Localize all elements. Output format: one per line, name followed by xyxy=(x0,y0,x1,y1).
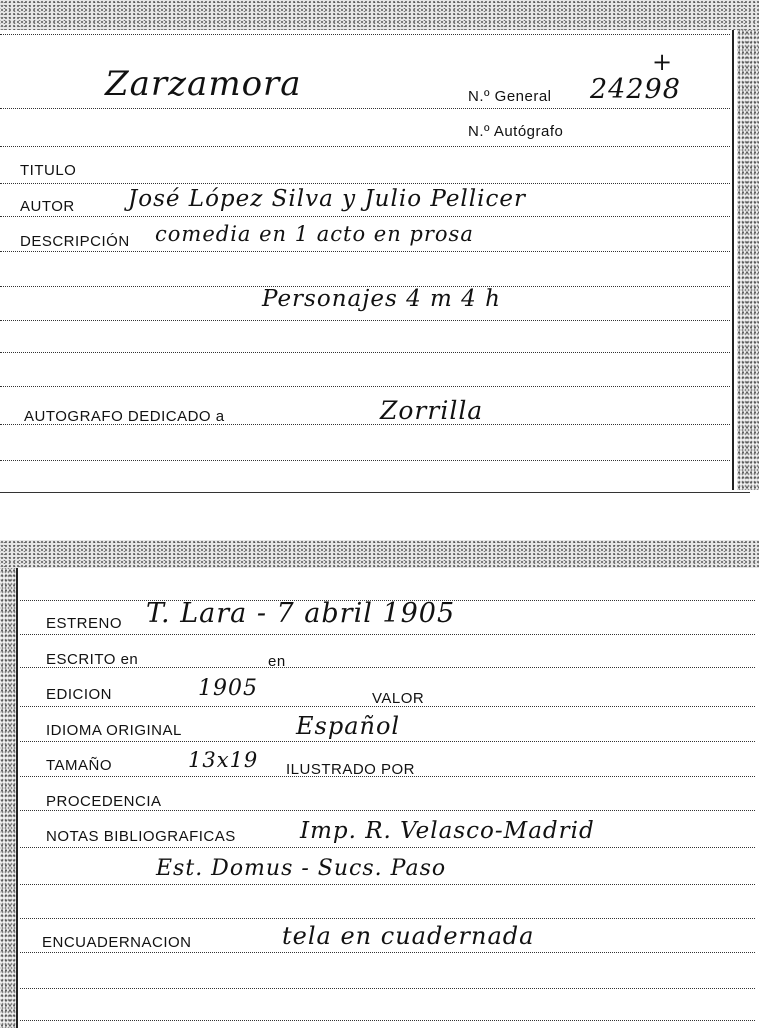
autograph-number-label: N.º Autógrafo xyxy=(468,123,564,140)
premiere-value: T. Lara - 7 abril 1905 xyxy=(146,598,456,629)
description-value: comedia en 1 acto en prosa xyxy=(155,222,474,246)
rule xyxy=(20,884,755,885)
general-number-value: 24298 xyxy=(590,74,681,105)
written-label: ESCRITO en xyxy=(46,651,139,668)
edition-value: 1905 xyxy=(198,676,258,701)
card-separator xyxy=(0,492,750,493)
provenance-label: PROCEDENCIA xyxy=(46,793,162,810)
dedicated-label: AUTOGRAFO DEDICADO a xyxy=(24,408,225,425)
rule xyxy=(0,216,730,217)
author-label: AUTOR xyxy=(20,198,75,215)
rule xyxy=(20,988,755,989)
description-line2: Personajes 4 m 4 h xyxy=(262,286,501,312)
scan-noise-right xyxy=(737,30,759,490)
language-value: Español xyxy=(296,712,401,740)
rule xyxy=(20,634,755,635)
notes-line2: Est. Domus - Sucs. Paso xyxy=(156,856,447,881)
rule xyxy=(0,251,730,252)
language-label: IDIOMA ORIGINAL xyxy=(46,722,182,739)
dedicated-value: Zorrilla xyxy=(380,396,484,425)
description-label: DESCRIPCIÓN xyxy=(20,233,130,250)
notes-value: Imp. R. Velasco-Madrid xyxy=(300,818,595,844)
premiere-label: ESTRENO xyxy=(46,615,123,632)
binding-value: tela en cuadernada xyxy=(282,922,535,950)
rule xyxy=(0,386,730,387)
card-heading-handwritten: Zarzamora xyxy=(105,64,302,104)
rule xyxy=(0,108,730,109)
rule xyxy=(0,34,730,35)
rule xyxy=(0,183,730,184)
card-right-edge xyxy=(732,30,734,490)
scan-noise-middle xyxy=(0,540,759,568)
card-left-edge xyxy=(16,568,18,1028)
rule xyxy=(0,146,730,147)
rule xyxy=(0,460,730,461)
illustrated-label: ILUSTRADO POR xyxy=(286,761,416,778)
size-label: TAMAÑO xyxy=(46,757,113,774)
rule xyxy=(20,741,755,742)
author-value: José López Silva y Julio Pellicer xyxy=(128,186,526,212)
rule xyxy=(20,810,755,811)
written-en-label: en xyxy=(268,653,286,670)
title-label: TITULO xyxy=(20,162,77,179)
rule xyxy=(0,352,730,353)
size-value: 13x19 xyxy=(188,748,259,772)
scan-noise-left xyxy=(0,568,16,1028)
notes-label: NOTAS BIBLIOGRAFICAS xyxy=(46,828,236,845)
rule xyxy=(20,847,755,848)
binding-label: ENCUADERNACION xyxy=(42,934,192,951)
rule xyxy=(20,918,755,919)
rule xyxy=(20,952,755,953)
rule xyxy=(20,1020,755,1021)
general-number-mark: + xyxy=(652,48,674,76)
scan-noise-top xyxy=(0,0,759,30)
rule xyxy=(0,320,730,321)
general-number-label: N.º General xyxy=(468,88,552,105)
value-label: VALOR xyxy=(372,690,425,707)
edition-label: EDICION xyxy=(46,686,113,703)
